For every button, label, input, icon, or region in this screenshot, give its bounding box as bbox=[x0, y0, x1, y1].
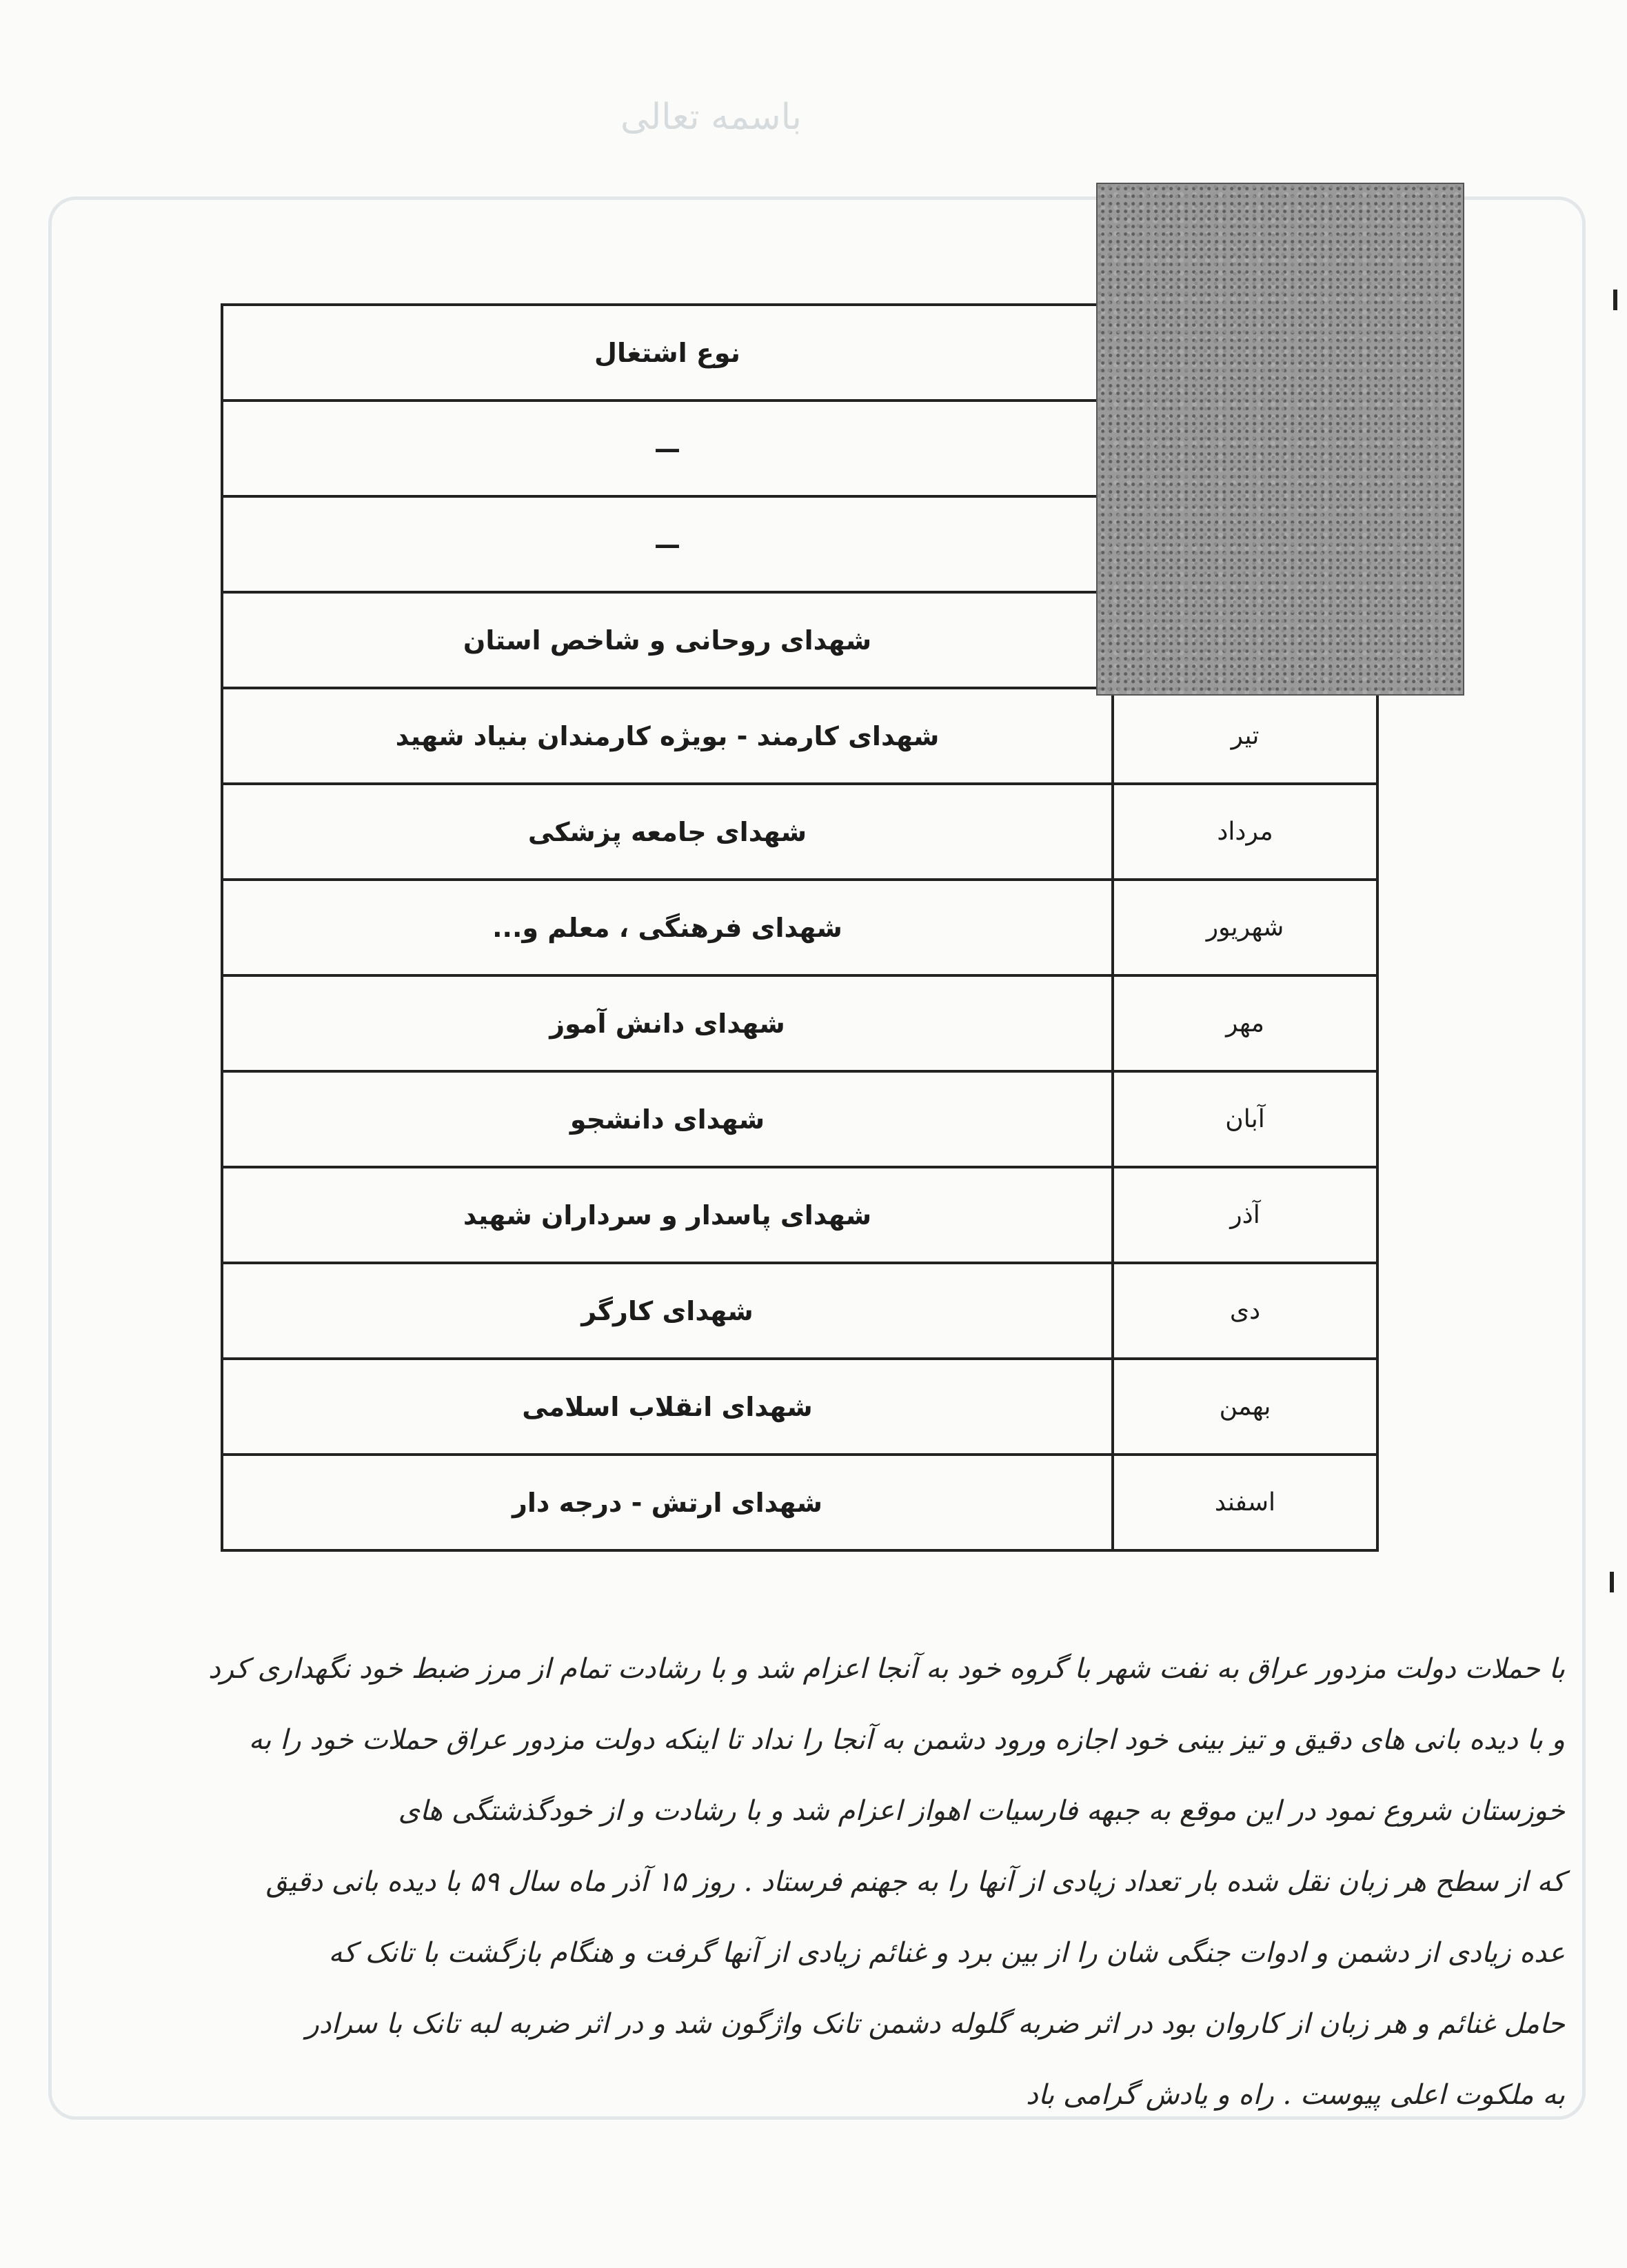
handwriting-line: با حملات دولت مزدور عراق به نفت شهر با گروه خود به آنجا اعزام شد و با رشادت تمام از مرز ضبط خود نگهداری کرد bbox=[208, 1653, 1565, 1685]
table-row bbox=[222, 1167, 1377, 1263]
month-cell: آبان bbox=[1113, 1071, 1377, 1167]
month-cell: دی bbox=[1113, 1263, 1377, 1359]
table-row bbox=[222, 1359, 1377, 1455]
martyr-category-cell: شهدای جامعه پزشکی bbox=[222, 784, 1113, 880]
martyr-category-cell: شهدای کارگر bbox=[222, 1263, 1113, 1359]
table-row bbox=[222, 1071, 1377, 1167]
table-row bbox=[222, 1263, 1377, 1359]
photo-placeholder bbox=[1096, 183, 1464, 696]
month-cell: بهمن bbox=[1113, 1359, 1377, 1455]
martyr-category-cell: شهدای فرهنگی ، معلم و... bbox=[222, 880, 1113, 975]
martyr-category-cell: شهدای کارمند - بویژه کارمندان بنیاد شهید bbox=[222, 688, 1113, 784]
month-cell: تیر bbox=[1113, 688, 1377, 784]
martyr-category-cell: شهدای ارتش - درجه دار bbox=[222, 1455, 1113, 1550]
handwriting-line: عده زیادی از دشمن و ادوات جنگی شان را از بین برد و غنائم زیادی از آنها گرفت و هنگام بازگشت با تانک که bbox=[328, 1937, 1565, 1969]
martyr-category-cell: شهدای دانشجو bbox=[222, 1071, 1113, 1167]
handwriting-line: که از سطح هر زبان نقل شده بار تعداد زیادی از آنها را به جهنم فرستاد . روز ۱۵ آذر ماه سال ۵۹ با دیده بانی دقیق bbox=[265, 1866, 1565, 1898]
table-row bbox=[222, 784, 1377, 880]
martyr-category-cell: شهدای دانش آموز bbox=[222, 975, 1113, 1071]
handwriting-line: و با دیده بانی های دقیق و تیز بینی خود اجازه ورود دشمن به آنجا را نداد تا اینکه دولت مزدور عراق حملات خود را به bbox=[248, 1724, 1565, 1756]
table-row bbox=[222, 975, 1377, 1071]
handwritten-biography bbox=[62, 1634, 1565, 2131]
handwriting-line: خوزستان شروع نمود در این موقع به جبهه فارسیات اهواز اعزام شد و با رشادت و از خودگذشتگی های bbox=[398, 1795, 1565, 1827]
martyr-category-cell: نوع اشتغال bbox=[222, 305, 1113, 401]
month-cell: آذر bbox=[1113, 1167, 1377, 1263]
handwriting-line: به ملکوت اعلی پیوست . راه و یادش گرامی باد bbox=[1026, 2079, 1565, 2111]
faint-bleedthrough-title: باسمه تعالی bbox=[620, 97, 802, 138]
scan-mark bbox=[1613, 290, 1617, 310]
table-row bbox=[222, 1455, 1377, 1550]
martyr-category-cell: — bbox=[222, 401, 1113, 496]
month-cell: اسفند bbox=[1113, 1455, 1377, 1550]
table-row bbox=[222, 688, 1377, 784]
martyr-category-cell: شهدای انقلاب اسلامی bbox=[222, 1359, 1113, 1455]
handwriting-line: حامل غنائم و هر زبان از کاروان بود در اثر ضربه گلوله دشمن تانک واژگون شد و در اثر ضربه لبه تانک با سرادر bbox=[305, 2008, 1565, 2040]
scan-mark bbox=[1610, 1572, 1614, 1592]
month-cell: شهریور bbox=[1113, 880, 1377, 975]
martyr-category-cell: شهدای روحانی و شاخص استان bbox=[222, 592, 1113, 688]
table-row bbox=[222, 880, 1377, 975]
martyr-category-cell: شهدای پاسدار و سرداران شهید bbox=[222, 1167, 1113, 1263]
month-cell: مهر bbox=[1113, 975, 1377, 1071]
month-cell: مرداد bbox=[1113, 784, 1377, 880]
martyr-category-cell: — bbox=[222, 496, 1113, 592]
